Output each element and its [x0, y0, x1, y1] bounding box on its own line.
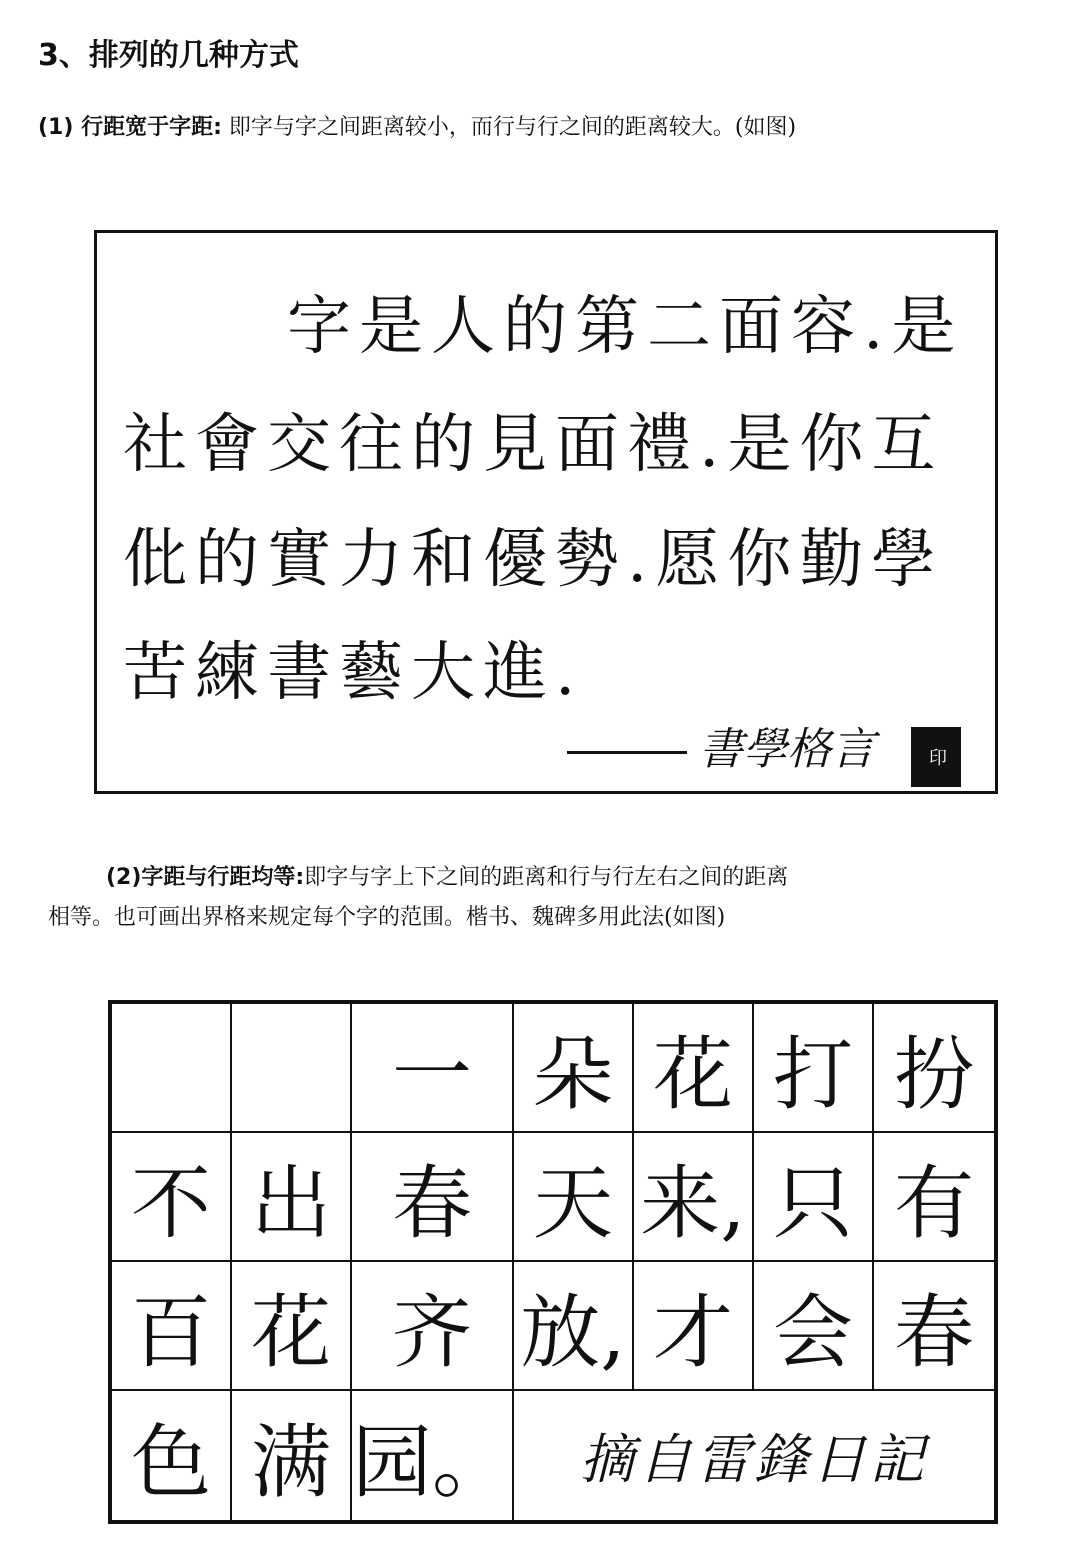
attribution-dash — [567, 751, 687, 754]
paragraph-text: 即字与字上下之间的距离和行与行左右之间的距离 — [304, 865, 789, 890]
seal-stamp — [911, 727, 961, 787]
grid-cell: 才 — [634, 1262, 754, 1391]
grid-cell: 齐 — [352, 1262, 514, 1391]
calligraphy-line: 仳的實力和優勢.愿你勤學 — [123, 523, 944, 597]
grid-cell: 花 — [634, 1004, 754, 1133]
grid-cell: 不 — [112, 1133, 232, 1262]
grid-cell: 朵 — [514, 1004, 634, 1133]
grid-cell: 只 — [754, 1133, 874, 1262]
paragraph-label: (1) 行距宽于字距: — [38, 115, 222, 140]
attribution-text: 書學格言 — [699, 724, 875, 775]
grid-cell: 色 — [112, 1391, 232, 1520]
calligraphy-line: 字是人的第二面容.是 — [287, 290, 964, 364]
section-heading: 3、排列的几种方式 — [38, 38, 299, 73]
paragraph-indent — [48, 865, 106, 890]
signature-cell: 摘自雷鋒日記 — [580, 1428, 928, 1491]
grid-cell: 一 — [352, 1004, 514, 1133]
grid-cell: 春 — [874, 1262, 994, 1391]
grid-cell: 会 — [754, 1262, 874, 1391]
seal-text: 印 — [926, 748, 947, 766]
grid-cell: 园。 — [352, 1391, 514, 1520]
example-grid-2 — [108, 1000, 998, 1524]
grid-cell: 有 — [874, 1133, 994, 1262]
example-frame-1 — [94, 230, 998, 794]
grid-cell: 出 — [232, 1133, 352, 1262]
grid-cell: 天 — [514, 1133, 634, 1262]
grid-cell: 花 — [232, 1262, 352, 1391]
paragraph-text: 即字与字之间距离较小，而行与行之间的距离较大。(如图) — [228, 115, 797, 140]
grid-cell: 春 — [352, 1133, 514, 1262]
grid-cell: 扮 — [874, 1004, 994, 1133]
paragraph-line-spacing — [38, 108, 796, 148]
calligraphy-line: 社會交往的見面禮.是你互 — [123, 408, 944, 482]
paragraph-label: (2)字距与行距均等: — [106, 865, 305, 890]
paragraph-equal-spacing — [48, 858, 1068, 938]
grid-cell: 百 — [112, 1262, 232, 1391]
calligraphy-line: 苦練書藝大進. — [123, 636, 584, 710]
paragraph-text-line2: 相等。也可画出界格来规定每个字的范围。楷书、魏碑多用此法(如图) — [48, 905, 726, 930]
grid-cell: 放, — [514, 1262, 634, 1391]
grid-cell: 打 — [754, 1004, 874, 1133]
grid-cell: 来, — [634, 1133, 754, 1262]
attribution — [567, 713, 875, 777]
grid-cell: 满 — [232, 1391, 352, 1520]
grid-cell — [112, 1004, 232, 1133]
grid-cell — [232, 1004, 352, 1133]
